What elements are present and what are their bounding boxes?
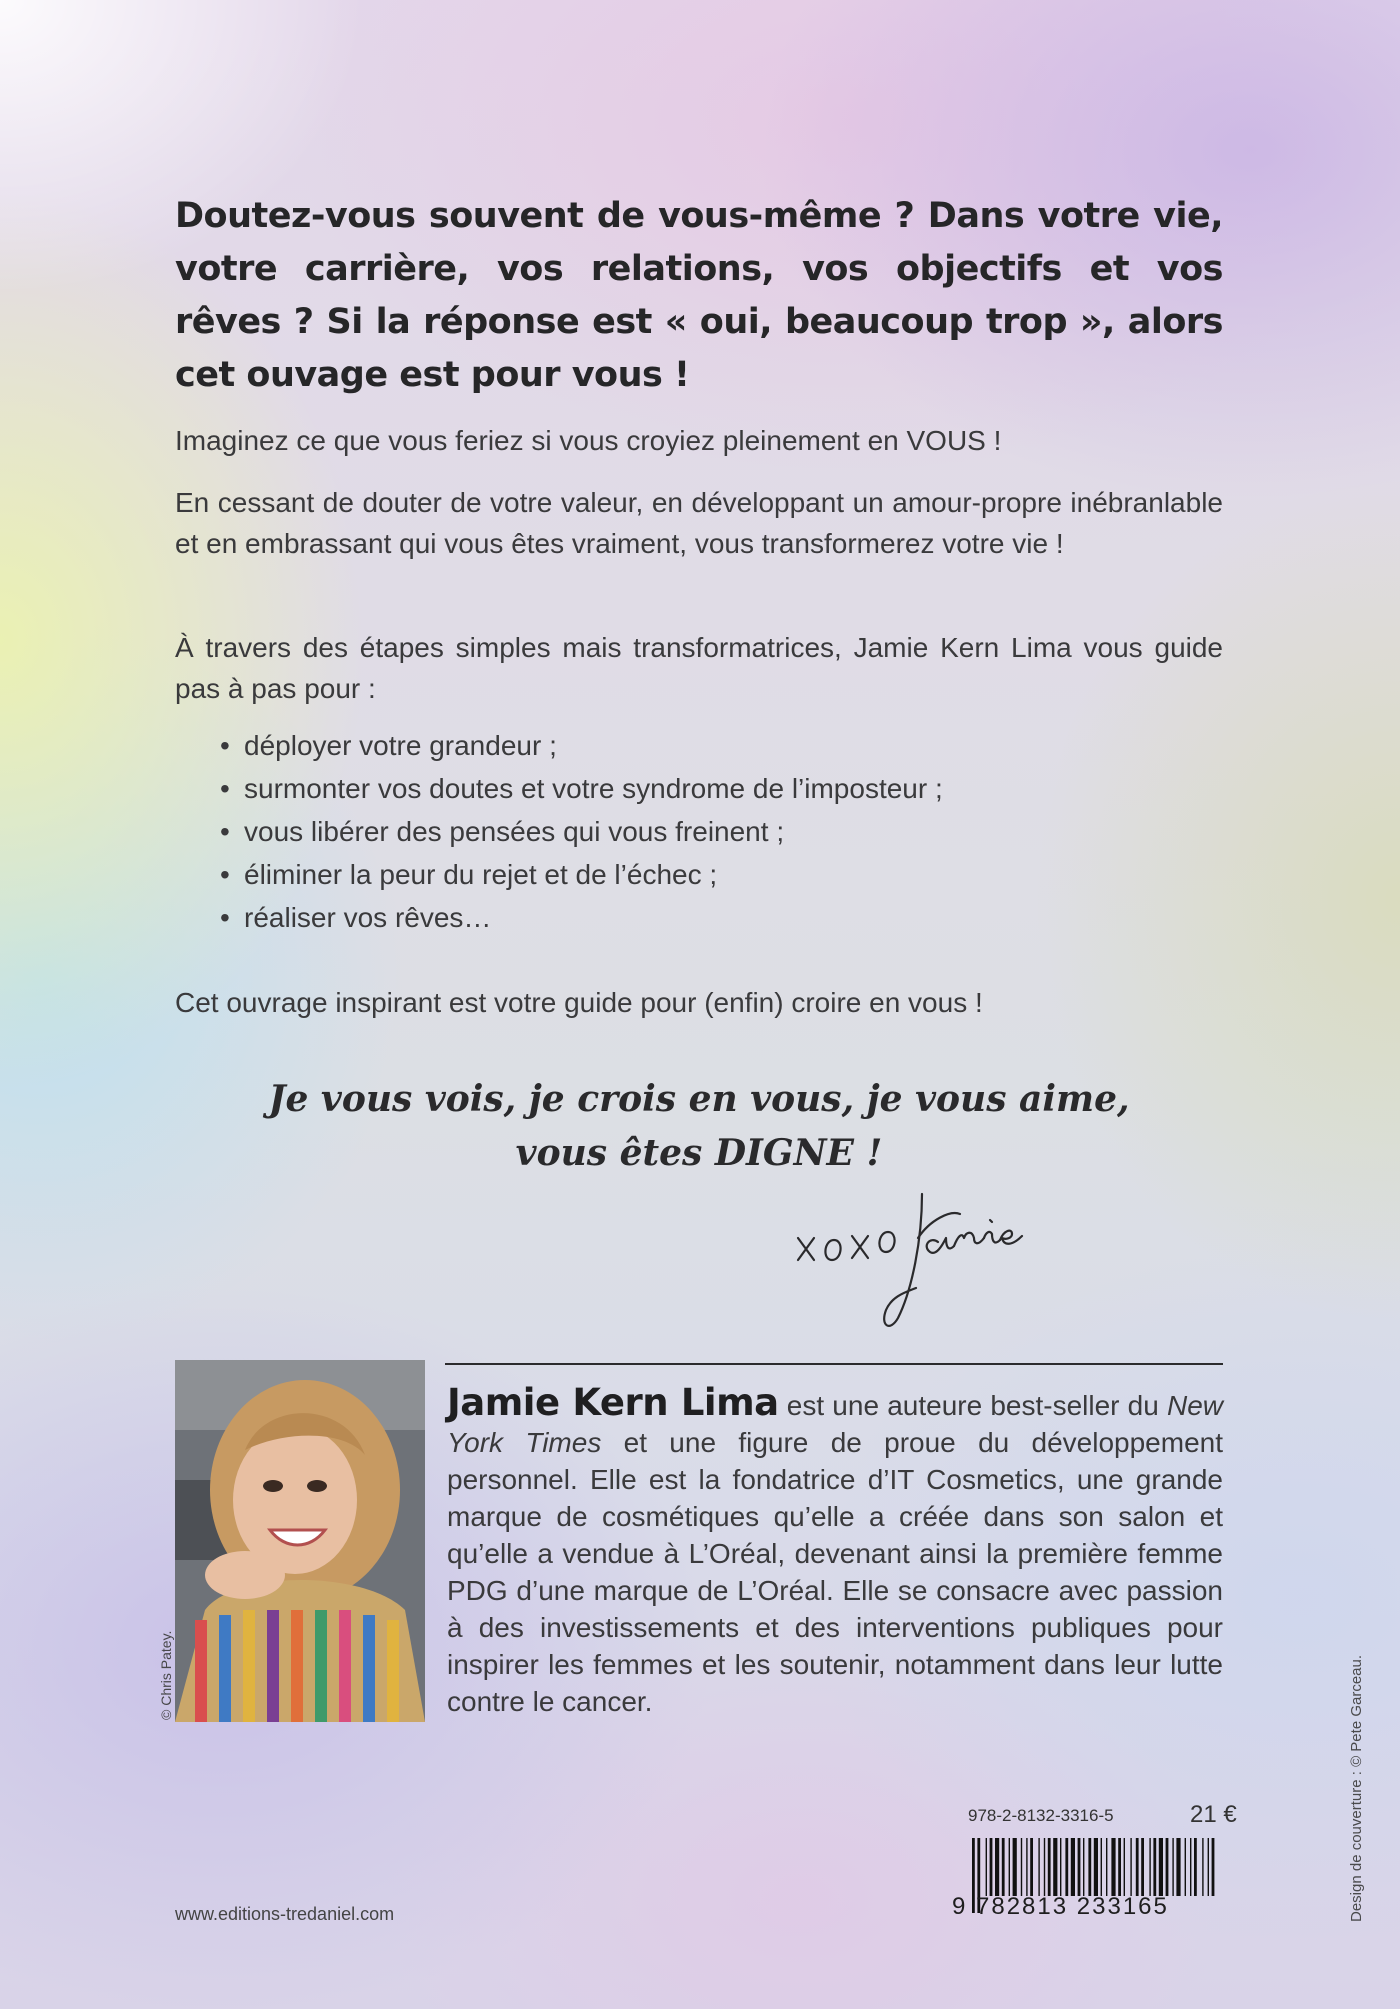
barcode-bar — [1009, 1838, 1010, 1896]
bullet-icon: • — [220, 816, 230, 847]
list-item: • déployer votre grandeur ; — [220, 724, 1120, 767]
bullet-icon: • — [220, 730, 230, 761]
benefits-list — [220, 724, 1120, 939]
price-label: 21 € — [1190, 1801, 1237, 1828]
barcode-bar — [1124, 1838, 1125, 1896]
guide-paragraph: À travers des étapes simples mais transformatrices, Jamie Kern Lima vous guide pas à pas pour : — [175, 632, 1223, 704]
barcode-bar — [1101, 1838, 1102, 1896]
intro-paragraph: Imaginez ce que vous feriez si vous croyiez pleinement en VOUS ! — [175, 425, 1002, 456]
barcode-bar — [1021, 1838, 1022, 1896]
barcode-bar — [1053, 1838, 1057, 1896]
quote-line-1: Je vous vois, je crois en vous, je vous aime, — [268, 1078, 1130, 1120]
bullet-icon: • — [220, 902, 230, 933]
barcode-bar — [1202, 1838, 1203, 1896]
transformation-paragraph: En cessant de douter de votre valeur, en développant un amour-propre inébranlable et en embrassant qui vous êtes vraiment, vous transformerez votre vie ! — [175, 487, 1223, 559]
barcode-bar — [1190, 1838, 1191, 1896]
bullet-icon: • — [220, 773, 230, 804]
list-item: • éliminer la peur du rejet et de l’échec ; — [220, 853, 1120, 896]
barcode-bar — [1149, 1838, 1150, 1896]
barcode-bar — [1166, 1838, 1169, 1896]
barcode-bar — [1194, 1838, 1197, 1896]
isbn-number: 978-2-8132-3316-5 — [968, 1806, 1114, 1825]
quote-line-2: vous êtes DIGNE ! — [515, 1132, 883, 1174]
barcode-bar — [1141, 1838, 1144, 1896]
barcode-bar — [1172, 1838, 1173, 1896]
list-item: • vous libérer des pensées qui vous freinent ; — [220, 810, 1120, 853]
bio-text-1: est une auteure best-seller du — [778, 1390, 1167, 1421]
barcode-digits: 9 782813 233165 — [952, 1893, 1169, 1920]
barcode-bar — [1153, 1838, 1156, 1896]
list-item: • surmonter vos doutes et votre syndrome de l’imposteur ; — [220, 767, 1120, 810]
barcode-bar — [1013, 1838, 1017, 1896]
barcode-bar — [1048, 1838, 1051, 1896]
closing-paragraph: Cet ouvrage inspirant est votre guide pour (enfin) croire en vous ! — [175, 987, 983, 1018]
barcode-bar — [1094, 1838, 1098, 1896]
barcode-bar — [1065, 1838, 1068, 1896]
barcode-bar — [1185, 1838, 1186, 1896]
section-divider — [445, 1363, 1223, 1365]
list-item: • réaliser vos rêves… — [220, 896, 1120, 939]
author-bio — [447, 1381, 1224, 1720]
barcode-bar — [1159, 1838, 1163, 1896]
newspaper-title: New York Times — [447, 1390, 1224, 1458]
barcode-bar — [1071, 1838, 1075, 1896]
barcode-bar — [1083, 1838, 1084, 1896]
headline-question: Doutez-vous souvent de vous-même ? Dans votre vie, votre carrière, vos relations, vos objectifs et vos rêves ? Si la réponse est « oui, beaucoup trop », alors cet ouvage est pour vous ! — [175, 196, 1223, 395]
barcode-bar — [995, 1838, 999, 1896]
barcode-bar — [990, 1838, 993, 1896]
barcode-bar — [1088, 1838, 1091, 1896]
barcode-bar — [1176, 1838, 1180, 1896]
barcode-bar — [1111, 1838, 1115, 1896]
publisher-website: www.editions-tredaniel.com — [175, 1904, 395, 1924]
barcode-bar — [1212, 1838, 1215, 1896]
photo-credit: © Chris Patey. — [158, 1630, 174, 1720]
author-name: Jamie Kern Lima — [447, 1381, 779, 1424]
cover-design-credit: Design de couverture : © Pete Garceau. — [1348, 1654, 1365, 1922]
bio-text-2: et une figure de proue du développement personnel. Elle est la fondatrice d’IT Cosmetics, une grande marque de cosmétiques qu’elle a créée dans son salon et qu’elle a vendue à L’Oréal, devenant ainsi la première femme PDG d’une marque de L’Oréal. Elle se consacre avec passion à des investissements et des interventions publiques pour inspirer les femmes et les soutenir, notamment dans leur lutte contre le cancer. — [447, 1427, 1224, 1717]
author-quote — [175, 1072, 1223, 1180]
barcode-bar — [1026, 1838, 1027, 1896]
barcode-bar — [1208, 1838, 1209, 1896]
barcode-bar — [1078, 1838, 1081, 1896]
barcode-bar — [1030, 1838, 1033, 1896]
barcode-bar — [986, 1838, 987, 1896]
barcode-bar — [1060, 1838, 1061, 1896]
author-portrait-image — [175, 1360, 425, 1722]
signature-xoxo-jamie — [790, 1180, 1040, 1340]
barcode-bar — [1130, 1838, 1131, 1896]
barcode-bar — [1044, 1838, 1045, 1896]
author-photo — [175, 1360, 425, 1722]
barcode-bar — [1106, 1838, 1107, 1896]
barcode-bar — [1136, 1838, 1139, 1896]
barcode-bar — [1118, 1838, 1121, 1896]
bullet-icon: • — [220, 859, 230, 890]
barcode-bar — [1038, 1838, 1039, 1896]
barcode-bar — [1002, 1838, 1005, 1896]
